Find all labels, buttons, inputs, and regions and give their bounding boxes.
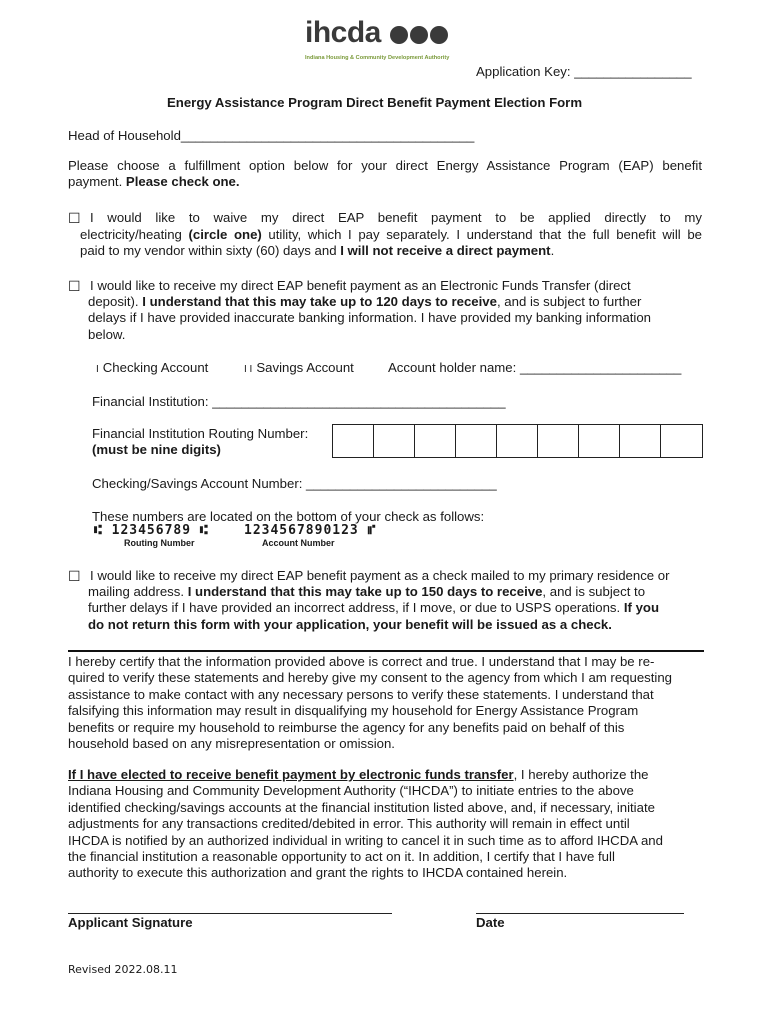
routing-number-label: Financial Institution Routing Number:: [92, 426, 309, 441]
option2-emphasis: I understand that this may take up to 120 days to receive: [142, 294, 497, 309]
routing-digit-box[interactable]: [538, 425, 579, 457]
intro-line: Please choose a fulfillment option below for your direct Energy Assistance Program (EAP) benefit: [68, 158, 702, 173]
option2-text: [90, 278, 631, 294]
routing-number-boxes[interactable]: [332, 424, 703, 458]
eft-line: IHCDA is notified by an authorized individual in writing to cancel it in such time as to afford IHCDA and: [68, 832, 663, 848]
option2-text-cont: [88, 294, 651, 343]
checking-account-option[interactable]: I Checking Account: [96, 360, 209, 375]
option1-circle-one: (circle one): [188, 227, 262, 242]
logo-tagline: Indiana Housing & Community Development Authority: [305, 55, 450, 61]
signature-line[interactable]: [68, 913, 392, 914]
routing-digit-box[interactable]: [579, 425, 620, 457]
eft-line: adjustments for any transactions credited/debited in error. This authority will remain in effect until: [68, 816, 630, 832]
head-of-household-field[interactable]: Head of Household________________________________________: [68, 128, 475, 143]
certify-line: falsifying this information may result in disqualifying my household for Energy Assistance Program: [68, 703, 639, 719]
option3-text-cont: [88, 584, 659, 633]
routing-digit-box[interactable]: [415, 425, 456, 457]
account-number-caption: Account Number: [262, 538, 335, 548]
certify-line: assistance to make contact with any necessary persons to verify these statements. I understand that: [68, 686, 654, 702]
option1-text-span: utility, which I pay separately. I understand that the full benefit will be: [261, 227, 702, 242]
option3-text-span: , and is subject to: [542, 584, 646, 599]
option3-text: [90, 568, 670, 584]
routing-number-note: (must be nine digits): [92, 442, 221, 457]
financial-institution-field[interactable]: Financial Institution: ________________________________________: [92, 394, 506, 409]
logo-community-icon: [430, 26, 448, 44]
option2-line: below.: [88, 326, 126, 342]
routing-digit-box[interactable]: [620, 425, 661, 457]
eft-line: the financial institution a reasonable opportunity to act on it. In addition, I certify that I have full: [68, 849, 615, 865]
logo-wordmark: ihcda: [305, 16, 381, 49]
intro-text: payment.: [68, 174, 126, 190]
certify-line: household based on any misrepresentation or omission.: [68, 736, 395, 752]
routing-digit-box[interactable]: [497, 425, 538, 457]
micr-account-number: 1234567890123 ⑈: [244, 523, 377, 538]
date-line[interactable]: [476, 913, 684, 914]
option2-line: delays if I have provided inaccurate banking information. I have provided my banking information: [88, 310, 651, 326]
eft-line: identified checking/savings accounts at the financial institution listed above, and, if necessary, initiate: [68, 799, 655, 815]
option3-emphasis-line: do not return this form with your application, your benefit will be issued as a check.: [88, 616, 612, 632]
routing-digit-box[interactable]: [374, 425, 415, 457]
account-number-field[interactable]: Checking/Savings Account Number: __________________________: [92, 476, 497, 491]
option3-text-span: further delays if I have provided an incorrect address, if I move, or due to USPS operations.: [88, 600, 624, 616]
option2-checkbox[interactable]: ☐: [68, 278, 81, 294]
eft-authorization-text: , I hereby authorize the: [513, 767, 649, 782]
check-location-note: These numbers are located on the bottom of your check as follows:: [92, 509, 485, 524]
option2-line: I would like to receive my direct EAP benefit payment as an Electronic Funds Transfer (direct: [90, 278, 631, 293]
option1-text-cont: [80, 227, 702, 260]
option3-checkbox[interactable]: ☐: [68, 568, 81, 584]
eft-line: authority to execute this authorization and grant the rights to IHCDA contained herein.: [68, 865, 568, 881]
applicant-signature-label: Applicant Signature: [68, 915, 193, 930]
option2-text-span: , and is subject to further: [496, 294, 642, 309]
option3-line: I would like to receive my direct EAP benefit payment as a check mailed to my primary residence or: [90, 568, 670, 583]
option1-text-span: electricity/heating: [80, 227, 189, 242]
routing-number-caption: Routing Number: [124, 538, 195, 548]
option1-text-span: paid to my vendor within sixty (60) days and: [80, 243, 341, 259]
certify-line: quired to verify these statements and hereby give my consent to the agency from which I am requesting: [68, 670, 673, 686]
option2-text-span: deposit).: [88, 294, 143, 309]
option1-emphasis: I will not receive a direct payment: [340, 243, 551, 259]
application-key-field[interactable]: Application Key: ________________: [476, 64, 692, 79]
savings-account-label: Savings Account: [256, 360, 354, 375]
option1-text-span: .: [550, 243, 555, 259]
eft-line: Indiana Housing and Community Development Authority (“IHCDA”) to initiate entries to the above: [68, 783, 634, 799]
intro-instruction: Please check one.: [125, 174, 240, 190]
option3-emphasis: If you: [623, 600, 660, 616]
routing-digit-box[interactable]: [661, 425, 702, 457]
routing-digit-box[interactable]: [456, 425, 497, 457]
eft-authorization-paragraph: [68, 767, 663, 882]
revision-date: Revised 2022.08.11: [68, 963, 178, 976]
certify-line: benefits or require my household to reimburse the agency for any benefits paid on behalf of this: [68, 719, 625, 735]
logo-icons: [390, 26, 448, 44]
option1-checkbox[interactable]: ☐: [68, 210, 81, 226]
eft-authorization-lead: If I have elected to receive benefit payment by electronic funds transfer: [68, 767, 514, 782]
routing-digit-box[interactable]: [333, 425, 374, 457]
micr-routing-number: ⑆ 123456789 ⑆: [94, 523, 209, 538]
date-label: Date: [476, 915, 505, 930]
option1-line: I would like to waive my direct EAP benefit payment to be applied directly to my: [90, 210, 702, 225]
intro-paragraph: [68, 158, 702, 191]
certify-line: I hereby certify that the information provided above is correct and true. I understand that I may be re-: [68, 654, 655, 669]
option1-text: [90, 210, 702, 226]
savings-account-option[interactable]: I I Savings Account: [244, 360, 354, 375]
checking-account-label: Checking Account: [102, 360, 209, 375]
ihcda-logo: [305, 16, 470, 66]
logo-circle-icon: [390, 26, 408, 44]
option3-text-span: mailing address.: [88, 584, 188, 599]
form-title: Energy Assistance Program Direct Benefit Payment Election Form: [167, 95, 583, 110]
certification-paragraph: [68, 654, 672, 752]
account-holder-name-field[interactable]: Account holder name: ______________________: [388, 360, 682, 375]
option3-emphasis: I understand that this may take up to 150 days to receive: [187, 584, 543, 599]
section-divider: [68, 650, 704, 652]
logo-house-icon: [410, 26, 428, 44]
